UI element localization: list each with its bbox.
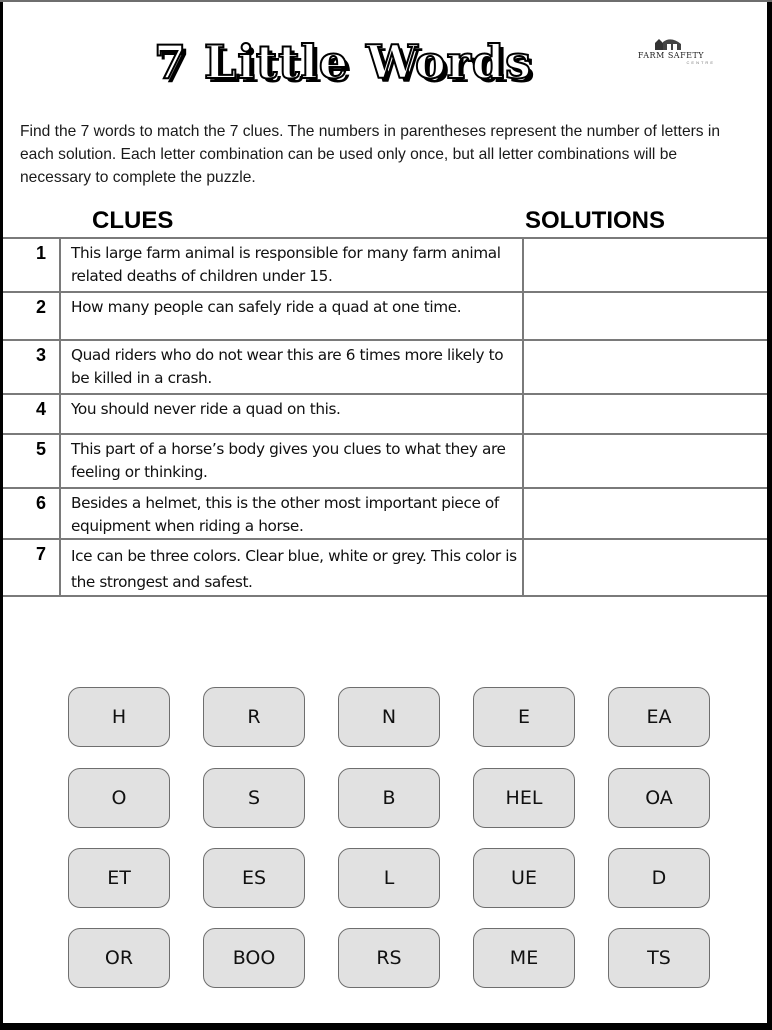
clue-number: 6 — [3, 488, 60, 539]
solution-cell[interactable] — [523, 539, 767, 596]
letter-tile[interactable]: L — [338, 848, 440, 908]
letter-tile[interactable]: BOO — [203, 928, 305, 988]
table-row — [3, 238, 767, 292]
letter-tile[interactable]: ES — [203, 848, 305, 908]
clues-table — [3, 237, 767, 597]
solution-cell[interactable] — [523, 292, 767, 340]
clue-text: This part of a horse’s body gives you clues to what they are feeling or thinking. — [60, 434, 523, 488]
letter-tiles — [68, 687, 768, 1007]
letter-tile[interactable]: S — [203, 768, 305, 828]
solution-cell[interactable] — [523, 340, 767, 394]
clue-text: Quad riders who do not wear this are 6 times more likely to be killed in a crash. — [60, 340, 523, 394]
table-row — [3, 434, 767, 488]
clues-header: CLUES — [92, 207, 174, 234]
clue-number: 7 — [3, 539, 60, 596]
instructions: Find the 7 words to match the 7 clues. The numbers in parentheses represent the number of letters in each solution. Each letter combination can be used only once, but all letter combinations will be necessary to complete the puzzle. — [20, 123, 721, 186]
letter-tile[interactable]: ET — [68, 848, 170, 908]
letter-tile[interactable]: UE — [473, 848, 575, 908]
clue-text: You should never ride a quad on this. — [60, 394, 523, 434]
solution-cell[interactable] — [523, 238, 767, 292]
table-row — [3, 292, 767, 340]
worksheet-page — [3, 2, 767, 1023]
letter-tile[interactable]: E — [473, 687, 575, 747]
letter-tile[interactable]: OR — [68, 928, 170, 988]
table-row — [3, 539, 767, 596]
clue-number: 1 — [3, 238, 60, 292]
letter-tile[interactable]: EA — [608, 687, 710, 747]
letter-tile[interactable]: D — [608, 848, 710, 908]
letter-tile[interactable]: TS — [608, 928, 710, 988]
letter-tile[interactable]: HEL — [473, 768, 575, 828]
clue-text: Ice can be three colors. Clear blue, white or grey. This color is the strongest and safest. — [60, 539, 523, 596]
letter-tile[interactable]: N — [338, 687, 440, 747]
solution-cell[interactable] — [523, 488, 767, 539]
letter-tile[interactable]: R — [203, 687, 305, 747]
clue-text: Besides a helmet, this is the other most important piece of equipment when riding a horse. — [60, 488, 523, 539]
table-row — [3, 488, 767, 539]
letter-tile[interactable]: O — [68, 768, 170, 828]
barn-icon — [653, 38, 683, 50]
clue-number: 5 — [3, 434, 60, 488]
letter-tile[interactable]: H — [68, 687, 170, 747]
clue-number: 3 — [3, 340, 60, 394]
solution-cell[interactable] — [523, 434, 767, 488]
farm-safety-logo — [621, 38, 721, 70]
solutions-header: SOLUTIONS — [525, 207, 666, 234]
letter-tile[interactable]: RS — [338, 928, 440, 988]
letter-tile[interactable]: B — [338, 768, 440, 828]
table-row — [3, 340, 767, 394]
solution-cell[interactable] — [523, 394, 767, 434]
table-row — [3, 394, 767, 434]
clue-number: 4 — [3, 394, 60, 434]
logo-text: FARM SAFETY — [637, 51, 705, 60]
clue-text: How many people can safely ride a quad at one time. — [60, 292, 523, 340]
page-title: 7 Little Words — [154, 35, 532, 89]
letter-tile[interactable]: ME — [473, 928, 575, 988]
clue-text: This large farm animal is responsible for many farm animal related deaths of children under 15. — [60, 238, 523, 292]
letter-tile[interactable]: OA — [608, 768, 710, 828]
logo-subtext: CENTRE — [686, 60, 715, 65]
clue-number: 2 — [3, 292, 60, 340]
